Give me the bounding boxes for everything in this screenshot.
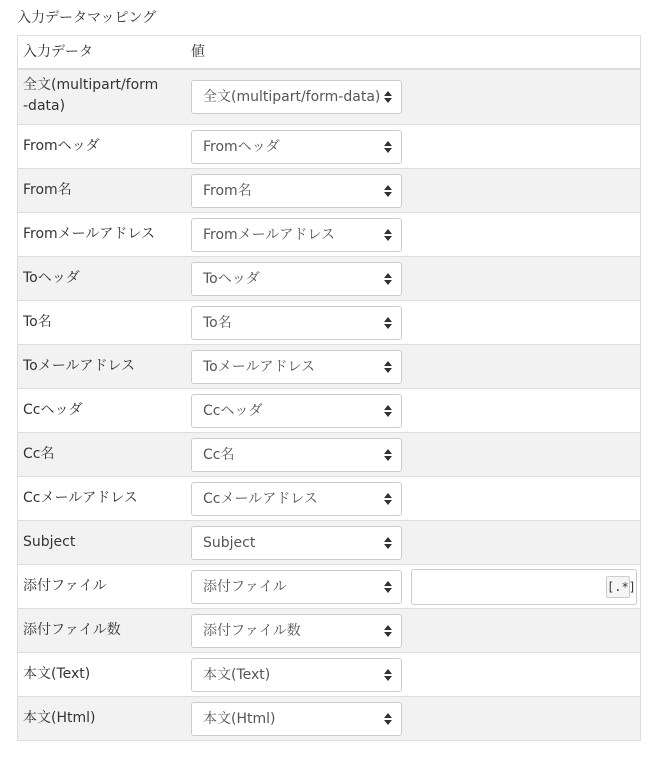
value-select[interactable] xyxy=(191,482,402,516)
table-row xyxy=(18,520,640,564)
select-value: 全文(multipart/form-data) xyxy=(203,88,381,105)
sort-updown-icon xyxy=(384,668,392,682)
sort-updown-icon xyxy=(384,448,392,462)
regex-toggle-button[interactable]: [.*] xyxy=(606,576,630,598)
select-value: Toメールアドレス xyxy=(203,358,316,375)
value-select[interactable] xyxy=(191,174,402,208)
value-select[interactable] xyxy=(191,614,402,648)
mapping-table xyxy=(17,35,641,741)
row-label: 本文(Html) xyxy=(23,710,96,726)
value-select[interactable] xyxy=(191,350,402,384)
section-title: 入力データマッピング xyxy=(17,10,157,26)
select-value: Ccメールアドレス xyxy=(203,490,318,507)
select-value: 添付ファイル数 xyxy=(203,622,301,639)
sort-updown-icon xyxy=(384,404,392,418)
select-value: 添付ファイル xyxy=(203,578,287,595)
table-row xyxy=(18,564,640,608)
table-body xyxy=(18,70,640,740)
table-row xyxy=(18,696,640,740)
sort-updown-icon xyxy=(384,624,392,638)
sort-updown-icon xyxy=(384,536,392,550)
table-row xyxy=(18,168,640,212)
row-label: From名 xyxy=(23,182,72,198)
row-label: Fromメールアドレス xyxy=(23,226,155,242)
value-select[interactable] xyxy=(191,394,402,428)
select-value: From名 xyxy=(203,182,252,199)
table-row xyxy=(18,70,640,124)
select-value: Cc名 xyxy=(203,446,235,463)
value-select[interactable] xyxy=(191,438,402,472)
table-row xyxy=(18,212,640,256)
sort-updown-icon xyxy=(384,712,392,726)
header-input-data: 入力データ xyxy=(23,44,93,60)
value-select[interactable] xyxy=(191,702,402,736)
row-label: To名 xyxy=(23,314,52,330)
row-label: Fromヘッダ xyxy=(23,138,100,154)
header-value: 値 xyxy=(191,44,205,60)
sort-updown-icon xyxy=(384,184,392,198)
table-row xyxy=(18,256,640,300)
table-row xyxy=(18,124,640,168)
select-value: Toヘッダ xyxy=(203,270,260,287)
row-label: 添付ファイル数 xyxy=(23,622,121,638)
value-select[interactable] xyxy=(191,130,402,164)
table-row xyxy=(18,476,640,520)
sort-updown-icon xyxy=(384,360,392,374)
row-label: Toメールアドレス xyxy=(23,358,136,374)
row-label: Subject xyxy=(23,534,76,550)
select-value: To名 xyxy=(203,314,232,331)
row-label: Ccヘッダ xyxy=(23,402,83,418)
value-select[interactable] xyxy=(191,306,402,340)
row-label: Toヘッダ xyxy=(23,270,80,286)
row-label: 本文(Text) xyxy=(23,666,91,682)
value-select[interactable] xyxy=(191,218,402,252)
select-value: Fromヘッダ xyxy=(203,138,280,155)
row-label: Ccメールアドレス xyxy=(23,490,138,506)
table-row xyxy=(18,388,640,432)
sort-updown-icon xyxy=(384,316,392,330)
sort-updown-icon xyxy=(384,492,392,506)
sort-updown-icon xyxy=(384,140,392,154)
table-header xyxy=(18,36,640,70)
table-row xyxy=(18,652,640,696)
select-value: 本文(Text) xyxy=(203,666,271,683)
value-select[interactable] xyxy=(191,570,402,604)
select-value: 本文(Html) xyxy=(203,710,276,727)
table-row xyxy=(18,432,640,476)
row-label: 添付ファイル xyxy=(23,578,107,594)
select-value: Fromメールアドレス xyxy=(203,226,335,243)
sort-updown-icon xyxy=(384,272,392,286)
table-row xyxy=(18,608,640,652)
regex-input[interactable] xyxy=(411,569,637,605)
table-row xyxy=(18,300,640,344)
sort-updown-icon xyxy=(384,228,392,242)
value-select[interactable] xyxy=(191,80,402,114)
select-value: Ccヘッダ xyxy=(203,402,263,419)
select-value: Subject xyxy=(203,534,256,551)
sort-updown-icon xyxy=(384,580,392,594)
table-row xyxy=(18,344,640,388)
row-label: 全文(multipart/form-data) xyxy=(23,77,159,114)
value-select[interactable] xyxy=(191,526,402,560)
value-select[interactable] xyxy=(191,262,402,296)
row-label: Cc名 xyxy=(23,446,55,462)
value-select[interactable] xyxy=(191,658,402,692)
sort-updown-icon xyxy=(384,90,392,104)
